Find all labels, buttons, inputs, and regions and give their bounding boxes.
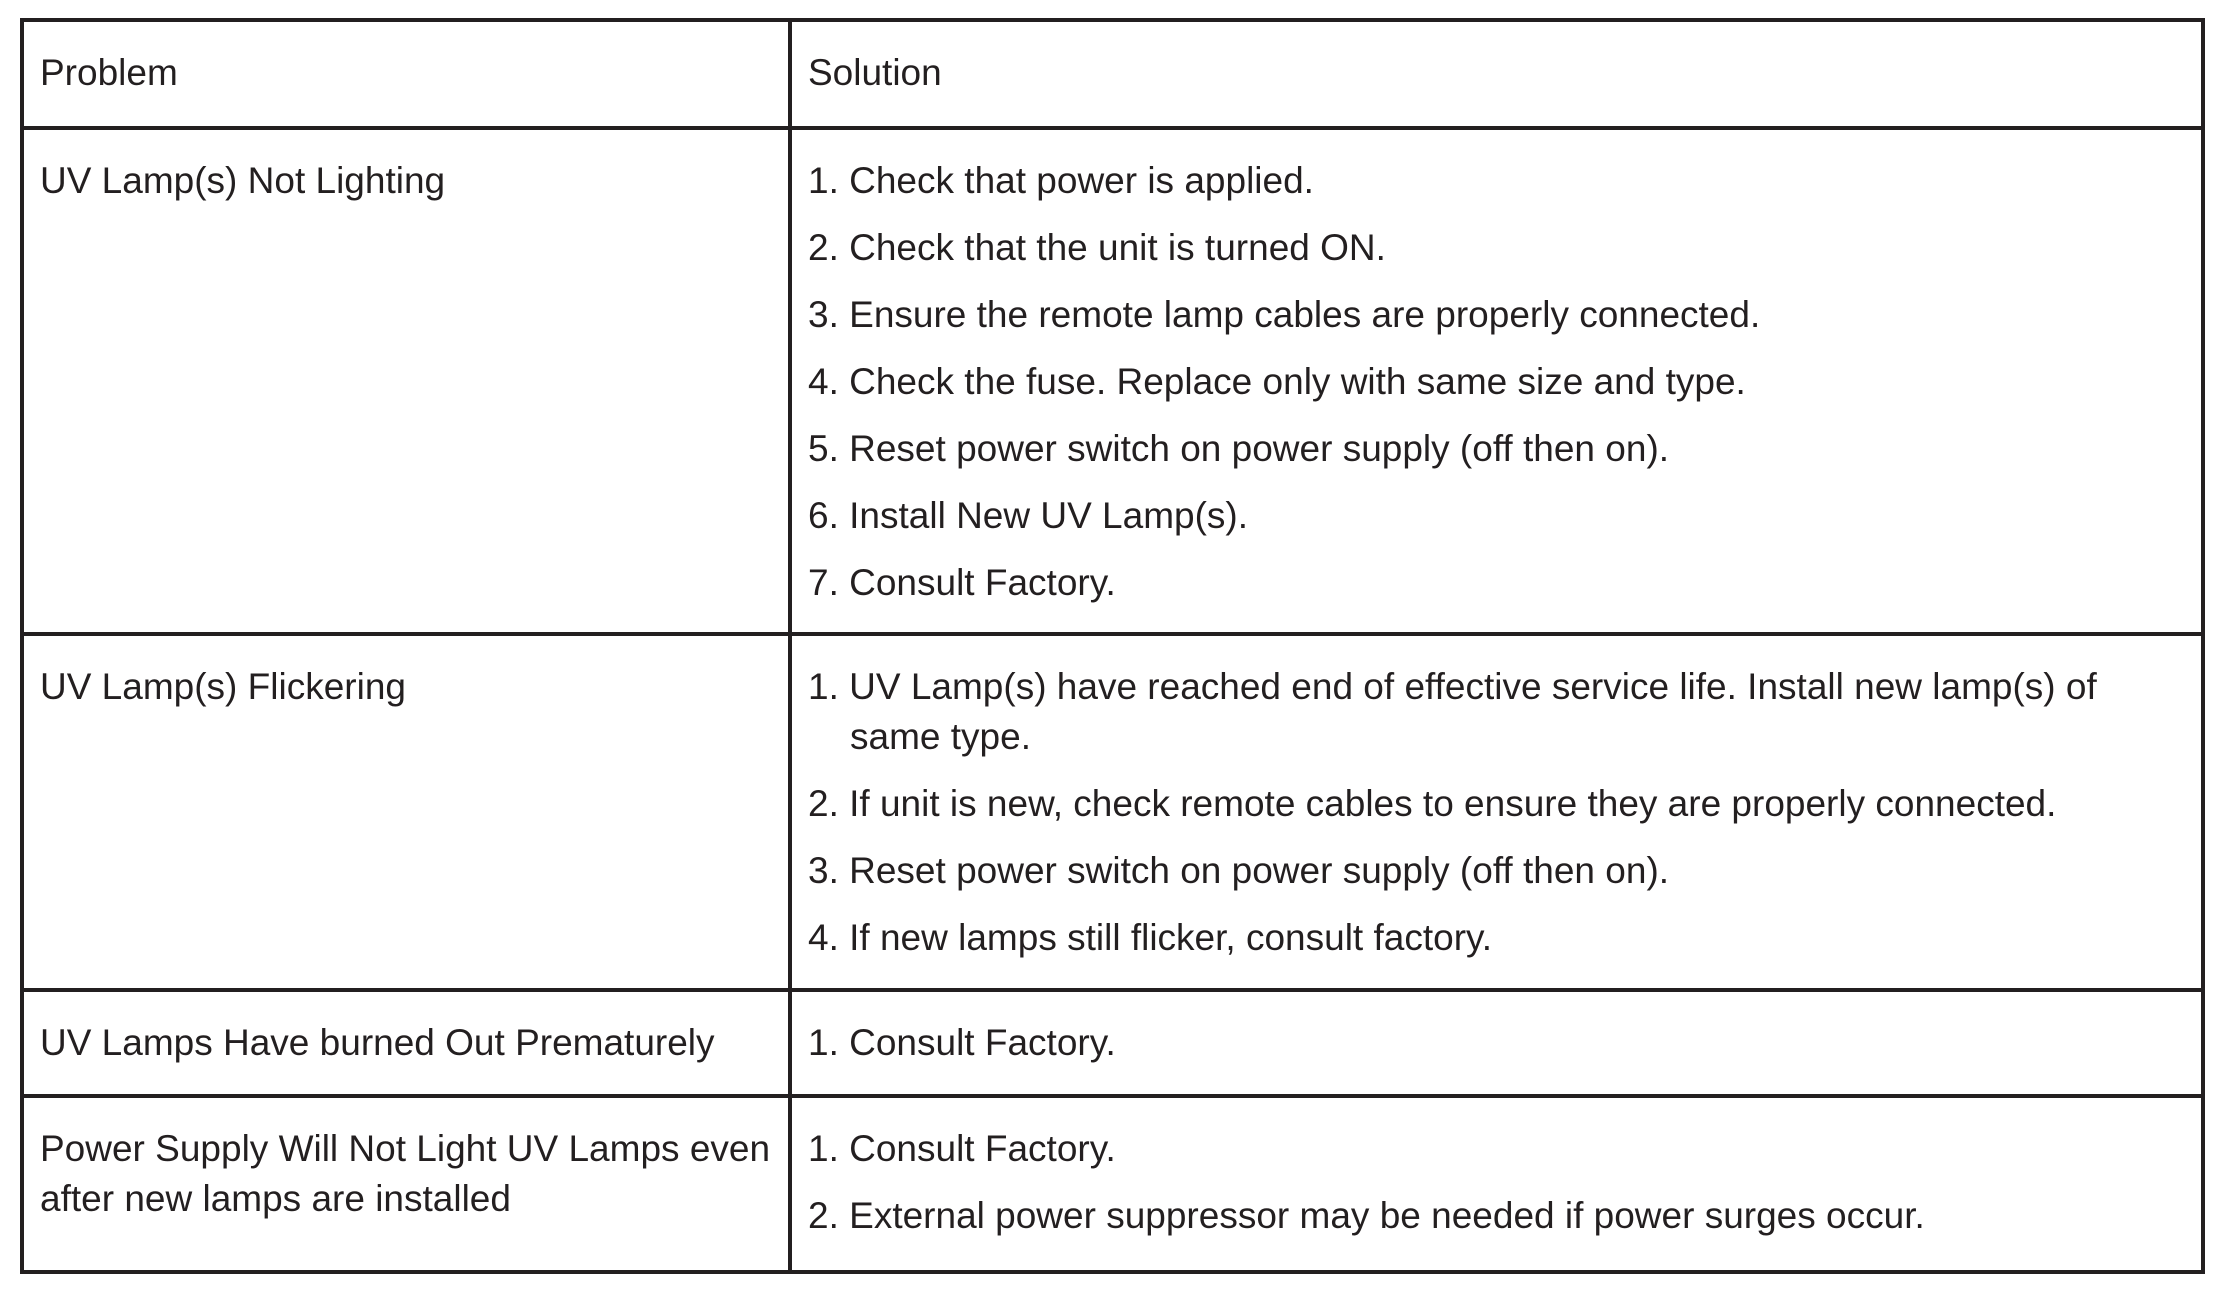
solution-step: 1. Check that power is applied. — [808, 160, 1314, 201]
solution-cell — [790, 990, 2203, 1096]
solution-step: 2. Check that the unit is turned ON. — [808, 227, 1386, 268]
problem-header-label: Problem — [40, 52, 178, 93]
solution-step: 1. UV Lamp(s) have reached end of effective service life. Install new lamp(s) of same type. — [808, 666, 2097, 757]
solution-list — [808, 156, 2185, 608]
problem-column-header — [22, 20, 790, 128]
solution-cell — [790, 128, 2203, 634]
solution-step: 3. Ensure the remote lamp cables are properly connected. — [808, 294, 1761, 335]
table-row — [22, 1096, 2203, 1272]
problem-text: Power Supply Will Not Light UV Lamps even after new lamps are installed — [40, 1128, 771, 1219]
solution-step: 1. Consult Factory. — [808, 1022, 1116, 1063]
problem-text: UV Lamp(s) Flickering — [40, 666, 406, 707]
solution-step: 1. Consult Factory. — [808, 1128, 1116, 1169]
table-header-row — [22, 20, 2203, 128]
solution-cell — [790, 1096, 2203, 1272]
problem-cell — [22, 1096, 790, 1272]
solution-step: 4. If new lamps still flicker, consult factory. — [808, 917, 1493, 958]
problem-cell — [22, 128, 790, 634]
problem-cell — [22, 634, 790, 990]
solution-step: 3. Reset power switch on power supply (off then on). — [808, 850, 1670, 891]
problem-text: UV Lamps Have burned Out Prematurely — [40, 1022, 715, 1063]
troubleshooting-table — [20, 18, 2205, 1274]
solution-step: 7. Consult Factory. — [808, 562, 1116, 603]
solution-cell — [790, 634, 2203, 990]
solution-list — [808, 1124, 2185, 1241]
problem-text: UV Lamp(s) Not Lighting — [40, 160, 446, 201]
solution-step: 5. Reset power switch on power supply (off then on). — [808, 428, 1670, 469]
table-row — [22, 990, 2203, 1096]
problem-cell — [22, 990, 790, 1096]
solution-header-label: Solution — [808, 52, 942, 93]
table-row — [22, 634, 2203, 990]
solution-list — [808, 1018, 2185, 1068]
solution-step: 2. If unit is new, check remote cables to ensure they are properly connected. — [808, 783, 2057, 824]
solution-list — [808, 662, 2185, 963]
solution-step: 2. External power suppressor may be needed if power surges occur. — [808, 1195, 1925, 1236]
solution-column-header — [790, 20, 2203, 128]
table-row — [22, 128, 2203, 634]
solution-step: 4. Check the fuse. Replace only with same size and type. — [808, 361, 1746, 402]
solution-step: 6. Install New UV Lamp(s). — [808, 495, 1249, 536]
